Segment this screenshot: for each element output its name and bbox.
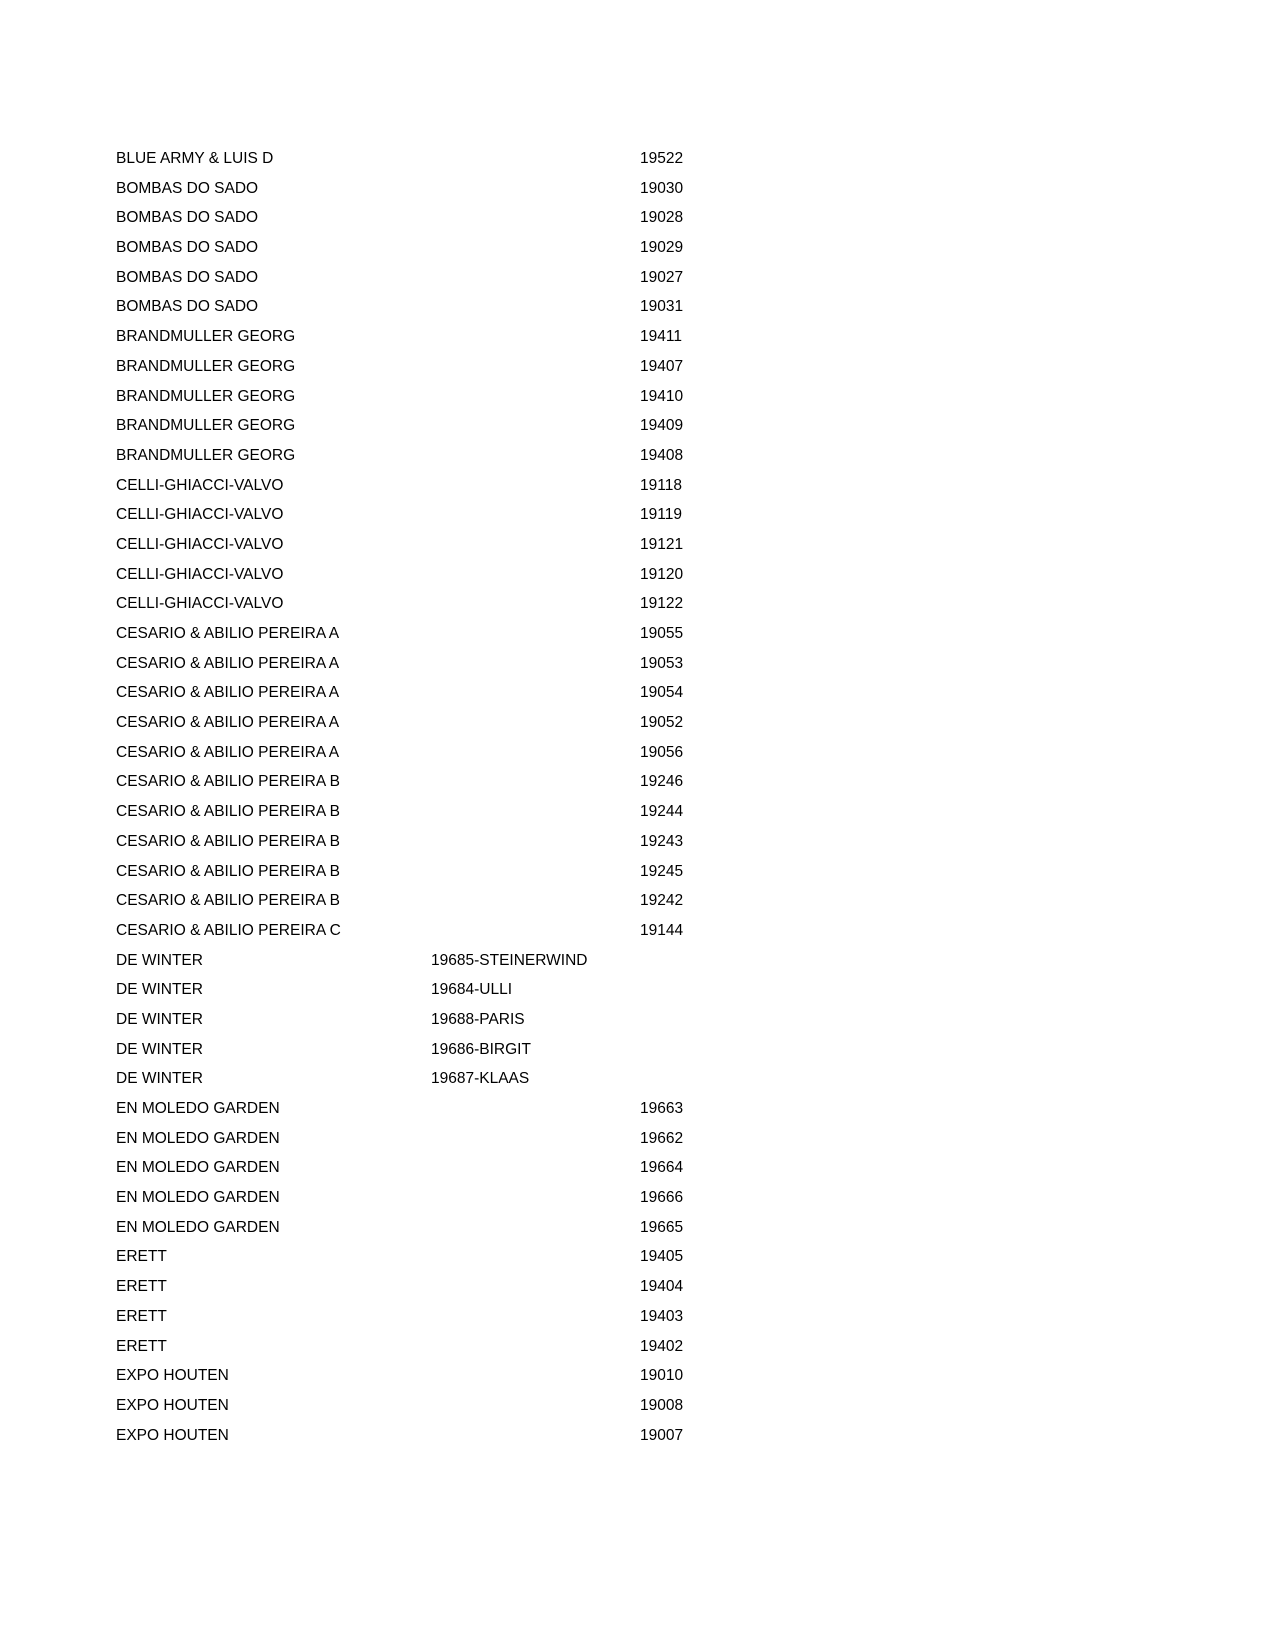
row-name: CESARIO & ABILIO PEREIRA A [116,625,340,642]
row-name: EXPO HOUTEN [116,1396,229,1414]
row-name: CELLI-GHIACCI-VALVO [116,535,284,553]
list-row [0,566,1275,596]
row-name: CESARIO & ABILIO PEREIRA B [116,832,340,850]
row-code: 19027 [640,268,684,286]
list-row [0,536,1275,566]
row-code: 19242 [640,892,684,910]
row-code: 19031 [640,298,684,316]
list-row [0,239,1275,269]
entry-list [0,150,1275,1456]
row-name: CESARIO & ABILIO PEREIRA B [116,773,340,791]
list-row [0,1278,1275,1308]
row-code: 19028 [640,209,684,227]
row-name: CESARIO & ABILIO PEREIRA C [116,921,341,939]
list-row [0,833,1275,863]
row-code: 19411 [640,328,682,346]
row-code: 19663 [640,1100,684,1117]
row-code: 19122 [640,595,684,613]
row-name: CESARIO & ABILIO PEREIRA B [116,862,340,880]
row-code: 19244 [640,803,684,821]
row-name: BLUE ARMY & LUIS D [116,150,274,167]
row-code: 19008 [640,1396,684,1414]
row-name: CESARIO & ABILIO PEREIRA A [116,684,340,702]
list-row [0,1219,1275,1249]
list-row [0,1338,1275,1368]
list-row [0,892,1275,922]
row-name: DE WINTER [116,1040,203,1058]
list-row [0,625,1275,655]
row-reference: 19685-STEINERWIND [431,951,588,969]
list-row [0,477,1275,507]
row-name: BOMBAS DO SADO [116,179,259,197]
row-name: EN MOLEDO GARDEN [116,1218,280,1236]
row-code: 19409 [640,417,684,435]
list-row [0,773,1275,803]
row-name: BOMBAS DO SADO [116,209,259,227]
row-code: 19118 [640,476,682,494]
row-reference: 19687-KLAAS [431,1070,530,1088]
row-name: BOMBAS DO SADO [116,298,259,316]
list-row [0,744,1275,774]
list-row [0,150,1275,180]
row-name: CESARIO & ABILIO PEREIRA A [116,714,340,732]
row-name: EN MOLEDO GARDEN [116,1100,280,1117]
list-row [0,447,1275,477]
list-row [0,1189,1275,1219]
list-row [0,655,1275,685]
row-code: 19407 [640,357,684,375]
list-row [0,1011,1275,1041]
row-name: DE WINTER [116,951,203,969]
row-code: 19405 [640,1248,684,1266]
row-code: 19144 [640,921,684,939]
row-name: DE WINTER [116,981,203,999]
list-row [0,1427,1275,1457]
row-code: 19665 [640,1218,684,1236]
row-name: BRANDMULLER GEORG [116,328,296,346]
list-row [0,417,1275,447]
row-code: 19402 [640,1337,684,1355]
list-row [0,269,1275,299]
row-name: ERETT [116,1337,167,1355]
row-name: BOMBAS DO SADO [116,239,259,257]
list-row [0,1041,1275,1071]
row-code: 19662 [640,1129,684,1147]
list-row [0,922,1275,952]
row-code: 19007 [640,1426,684,1444]
row-reference: 19688-PARIS [431,1010,525,1028]
list-row [0,1100,1275,1130]
row-code: 19121 [640,535,684,553]
list-row [0,209,1275,239]
list-row [0,863,1275,893]
list-row [0,1070,1275,1100]
row-code: 19010 [640,1367,684,1385]
list-row [0,180,1275,210]
row-code: 19403 [640,1307,684,1325]
row-code: 19119 [640,506,682,524]
row-name: BRANDMULLER GEORG [116,446,296,464]
row-code: 19056 [640,743,684,761]
row-name: BRANDMULLER GEORG [116,357,296,375]
row-code: 19245 [640,862,684,880]
row-name: EN MOLEDO GARDEN [116,1129,280,1147]
list-row [0,358,1275,388]
row-name: EXPO HOUTEN [116,1426,229,1444]
row-code: 19053 [640,654,684,672]
row-name: ERETT [116,1278,167,1296]
row-name: BRANDMULLER GEORG [116,387,296,405]
row-code: 19404 [640,1278,684,1296]
row-name: ERETT [116,1248,167,1266]
list-row [0,1367,1275,1397]
row-reference: 19686-BIRGIT [431,1040,531,1058]
row-name: BOMBAS DO SADO [116,268,259,286]
row-name: CELLI-GHIACCI-VALVO [116,476,284,494]
row-name: CESARIO & ABILIO PEREIRA B [116,892,340,910]
row-code: 19055 [640,625,684,642]
row-name: CESARIO & ABILIO PEREIRA B [116,803,340,821]
row-name: EXPO HOUTEN [116,1367,229,1385]
row-name: BRANDMULLER GEORG [116,417,296,435]
row-code: 19052 [640,714,684,732]
list-row [0,952,1275,982]
row-code: 19408 [640,446,684,464]
list-row [0,1130,1275,1160]
list-row [0,1308,1275,1338]
row-code: 19664 [640,1159,684,1177]
list-row [0,803,1275,833]
row-code: 19243 [640,832,684,850]
list-row [0,1159,1275,1189]
row-code: 19029 [640,239,684,257]
row-name: ERETT [116,1307,167,1325]
row-name: CELLI-GHIACCI-VALVO [116,506,284,524]
list-row [0,714,1275,744]
list-row [0,298,1275,328]
list-row [0,506,1275,536]
row-reference: 19684-ULLI [431,981,513,999]
row-code: 19246 [640,773,684,791]
list-row [0,1248,1275,1278]
row-code: 19030 [640,179,684,197]
row-code: 19666 [640,1189,684,1207]
list-row [0,981,1275,1011]
row-name: DE WINTER [116,1070,203,1088]
list-row [0,684,1275,714]
row-name: CESARIO & ABILIO PEREIRA A [116,743,340,761]
row-code: 19522 [640,150,684,167]
row-name: CESARIO & ABILIO PEREIRA A [116,654,340,672]
list-row [0,595,1275,625]
row-name: EN MOLEDO GARDEN [116,1159,280,1177]
row-code: 19410 [640,387,684,405]
list-row [0,388,1275,418]
row-name: EN MOLEDO GARDEN [116,1189,280,1207]
row-code: 19120 [640,565,684,583]
row-name: CELLI-GHIACCI-VALVO [116,565,284,583]
row-name: CELLI-GHIACCI-VALVO [116,595,284,613]
row-code: 19054 [640,684,684,702]
row-name: DE WINTER [116,1010,203,1028]
list-row [0,328,1275,358]
list-row [0,1397,1275,1427]
